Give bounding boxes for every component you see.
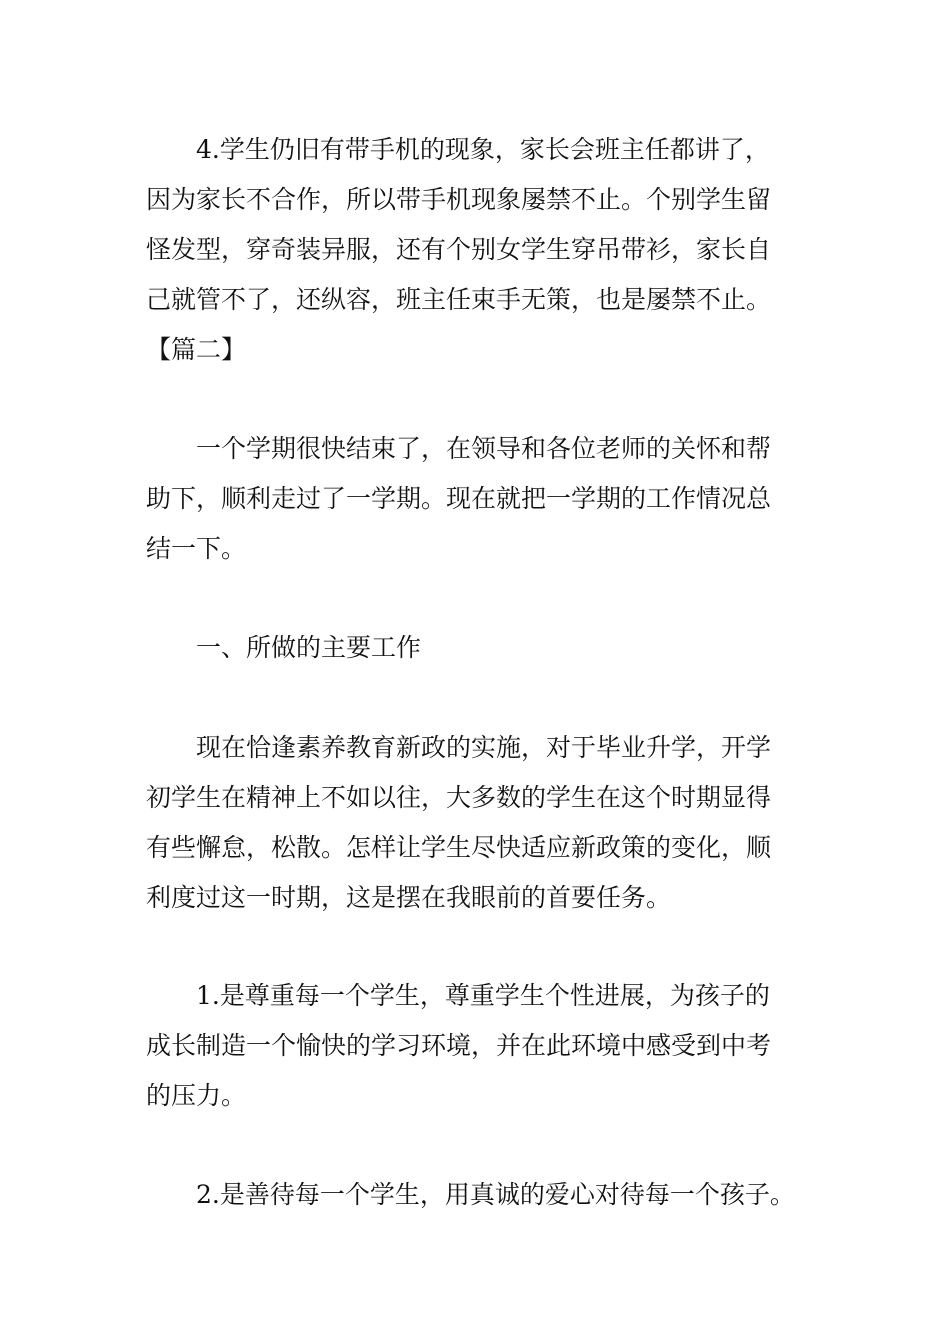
paragraph-phone-issue [146,125,836,325]
text-line: 成长制造一个愉快的学习环境，并在此环境中感受到中考 [146,1031,772,1060]
text-line: 有些懈怠，松散。怎样让学生尽快适应新政策的变化，顺 [146,833,772,862]
text-line: 的压力。 [146,1081,247,1110]
text-line: 结一下。 [146,534,247,563]
text-line: 己就管不了，还纵容，班主任束手无策，也是屡禁不止。 [146,285,772,314]
subheading-main-work [146,623,836,673]
paragraph-new-policy [146,723,836,923]
subheading-text: 一、所做的主要工作 [146,633,422,662]
section-heading-text: 【篇二】 [146,335,247,364]
text-line: 一个学期很快结束了，在领导和各位老师的关怀和帮 [146,434,772,463]
text-line: 怪发型，穿奇装异服，还有个别女学生穿吊带衫，家长自 [146,235,772,264]
text-line: 助下，顺利走过了一学期。现在就把一学期的工作情况总 [146,484,772,513]
text-line: 4.学生仍旧有带手机的现象，家长会班主任都讲了， [146,135,770,164]
paragraph-point-2 [146,1170,836,1220]
section-heading [146,325,836,375]
text-line: 因为家长不合作，所以带手机现象屡禁不止。个别学生留 [146,185,772,214]
paragraph-intro [146,424,836,574]
text-line: 利度过这一时期，这是摆在我眼前的首要任务。 [146,883,672,912]
text-line: 现在恰逢素养教育新政的实施，对于毕业升学，开学 [146,733,772,762]
text-line: 1.是尊重每一个学生，尊重学生个性进展，为孩子的 [146,981,770,1010]
text-line: 初学生在精神上不如以往，大多数的学生在这个时期显得 [146,783,772,812]
text-line: 2.是善待每一个学生，用真诚的爱心对待每一个孩子。 [146,1180,795,1209]
paragraph-point-1 [146,971,836,1121]
